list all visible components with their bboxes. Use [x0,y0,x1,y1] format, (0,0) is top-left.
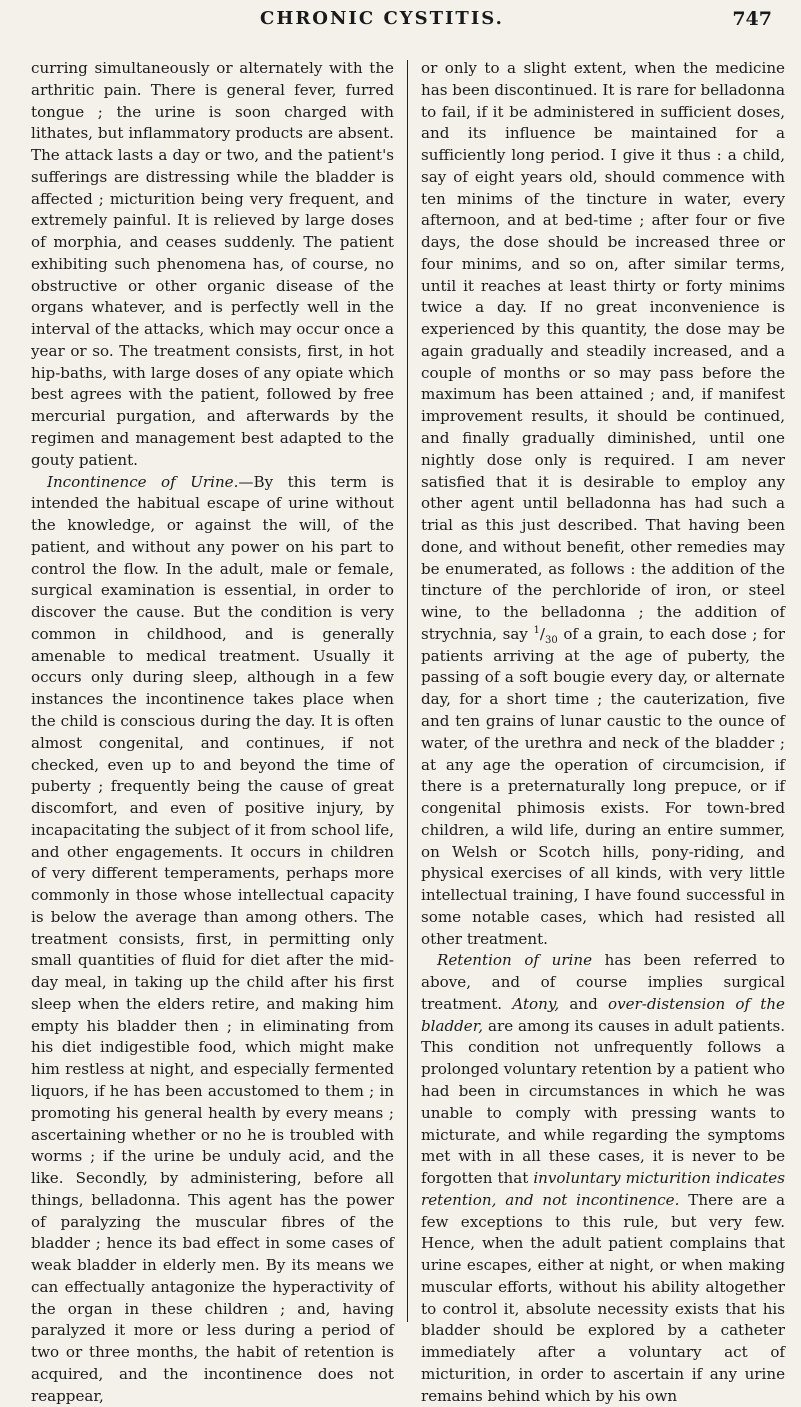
retention-text-d: There are a few exceptions to this rule, but very few. Hence, when the adult patient complains that urine escapes, either at night, or when making muscular efforts, without his ability altogether to control it, absolute necessity exists that his bladder should be explored by a catheter immediately after a voluntary act of micturition, in order to ascertain if any urine remains behind which by his own [421,1190,785,1405]
retention-text-c: are among its causes in adult patients. This condition not unfrequently follows a prolonged voluntary retention by a patient who had been in circumstances in which he was unable to comply with pressing wants to micturate, and while regarding the symptoms met with in all these cases, it is never to be forgotten that [421,1016,785,1188]
page-number: 747 [732,8,772,30]
incontinence-text: —By this term is intended the habitual escape of urine without the knowledge, or against the will, of the patient, and without any power on his part to control the flow. In the adult, male or female, surgical examination is essential, in order to discover the cause. But the condition is very common in childhood, and is generally amenable to medical treatment. Usually it occurs only during sleep, although in a few instances the incontinence takes place when the child is conscious during the day. It is often almost congenital, and continues, if not checked, even up to and beyond the time of puberty ; frequently being the cause of great discomfort, and even of positive injury, by incapacitating the subject of it from school life, and other engagements. It occurs in children of very different temperaments, perhaps more commonly in those whose intellectual capacity is below the average than among others. The treatment consists, first, in permitting only small quantities of fluid for diet after the mid-day meal, in taking up the child after his first sleep when the elders retire, and making him empty his bladder then ; in eliminating from his diet indigestible food, which might make him restless at night, and especially fermented liquors, if he has been accustomed to them ; in promoting his general health by every means ; ascertaining whether or no he is troubled with worms ; if the urine be unduly acid, and the like. Secondly, by administering, before all things, belladonna. This agent has the power of paralyzing the muscular fibres of the bladder ; hence its bad effect in some cases of weak bladder in elderly men. By its means we can effectually antagonize the hyperactivity of the organ in these children ; and, having paralyzed it more or less during a period of two or three months, the habit of retention is acquired, and the incontinence does not reappear, [31,472,394,1405]
belladonna-text-b: of a grain, to each dose ; for patients arriving at the age of puberty, the passing of a soft bougie every day, or alternate day, for a short time ; the cauterization, five and ten grains of lunar caustic to the ounce of water, of the urethra and neck of the bladder ; at any age the operation of circumcision, if there is a preternaturally long prepuce, or if congenital phimosis exists. For town-bred children, a wild life, during an entire summer, on Welsh or Scotch hills, pony-riding, and physical exercises of all kinds, with very little intellectual training, I have found successful in some notable cases, which had resisted all other treatment. [421,624,785,948]
retention-text-b: and [569,994,598,1013]
paragraph-belladonna: or only to a slight extent, when the medicine has been discontinued. It is rare for belladonna to fail, if it be administered in sufficient doses, and its influence be maintained for a sufficiently long period. I give it thus : a child, say of eight years old, should commence with ten minims of the tincture in water, every afternoon, and at bed-time ; after four or five days, the dose should be increased three or four minims, and so on, after similar terms, until it reaches at least thirty or forty minims twice a day. If no great inconvenience is experienced by this quantity, the dose may be again gradually and steadily increased, and a couple of months or so may pass before the maximum has been attained ; and, if manifest improvement results, it should be continued, and finally gradually diminished, until one nightly dose only is required. I am never satisfied that it is desirable to employ any other agent until belladonna has had such a trial as this just described. That having been done, and without benefit, other remedies may be enumerated, as follows : the addition of the tincture of the perchloride of iron, or steel wine, to the belladonna ; the addition of strychnia, say $^1/_{30}$ of a grain, to each dose ; for patients arriving at the age of puberty, the passing of a soft bougie every day, or alternate day, for a short time ; the cauterization, five and ten grains of lunar caustic to the ounce of water, of the urethra and neck of the bladder ; at any age the operation of circumcision, if there is a preternaturally long prepuce, or if congenital phimosis exists. For town-bred children, a wild life, during an entire summer, on Welsh or Scotch hills, pony-riding, and physical exercises of all kinds, with very little intellectual training, I have found successful in some notable cases, which had resisted all other treatment. [421,59,785,948]
paragraph-incontinence [31,472,394,1407]
right-column [421,58,785,1407]
emphasis-involuntary: involuntary micturition indicates retention, and not incontinence. [421,1169,785,1209]
running-head: CHRONIC CYSTITIS. [260,8,504,29]
term-atony: Atony, [512,994,560,1013]
page-header [32,8,772,38]
belladonna-text-a: or only to a slight extent, when the medicine has been discontinued. It is rare for belladonna to fail, if it be administered in sufficient doses, and its influence be maintained for a sufficiently long period. I give it thus : a child, say of eight years old, should commence with ten minims of the tincture in water, every afternoon, and at bed-time ; after four or five days, the dose should be increased three or four minims, and so on, after similar terms, until it reaches at least thirty or forty minims twice a day. If no great inconvenience is experienced by this quantity, the dose may be again gradually and steadily increased, and a couple of months or so may pass before the maximum has been attained ; and, if manifest improvement results, it should be continued, and finally gradually diminished, until one nightly dose only is required. I am never satisfied that it is desirable to employ any other agent until belladonna has had such a trial as this just described. That having been done, and without benefit, other remedies may be enumerated, as follows : the addition of the tincture of the perchloride of iron, or steel wine, to the belladonna ; the addition of strychnia, say [421,59,785,643]
column-divider [407,60,408,1322]
fraction-numerator: 1 [533,624,540,636]
paragraph-gout-bladder: curring simultaneously or alternately with the arthritic pain. There is general fever, furred tongue ; the urine is soon charged with lithates, but inflammatory products are absent. The attack lasts a day or two, and the patient's sufferings are distressing while the bladder is affected ; micturition being very frequent, and extremely painful. It is relieved by large doses of morphia, and ceases suddenly. The patient exhibiting such phenomena has, of course, no obstructive or other organic disease of the organs whatever, and is perfectly well in the interval of the attacks, which may occur once a year or so. The treatment consists, first, in hot hip-baths, with large doses of any opiate which best agrees with the patient, followed by free mercurial purgation, and afterwards by the regimen and management best adapted to the gouty patient. [31,59,394,469]
left-column [31,58,394,1407]
paragraph-retention [421,950,785,1407]
heading-retention: Retention of urine [437,951,593,970]
fraction-denominator: 30 [545,634,558,646]
retention-text-a: has been referred to above, and of course implies surgical treatment. [421,951,785,1013]
term-overdistension: over-distension of the bladder, [421,994,785,1035]
heading-incontinence: Incontinence of Urine. [47,472,239,491]
